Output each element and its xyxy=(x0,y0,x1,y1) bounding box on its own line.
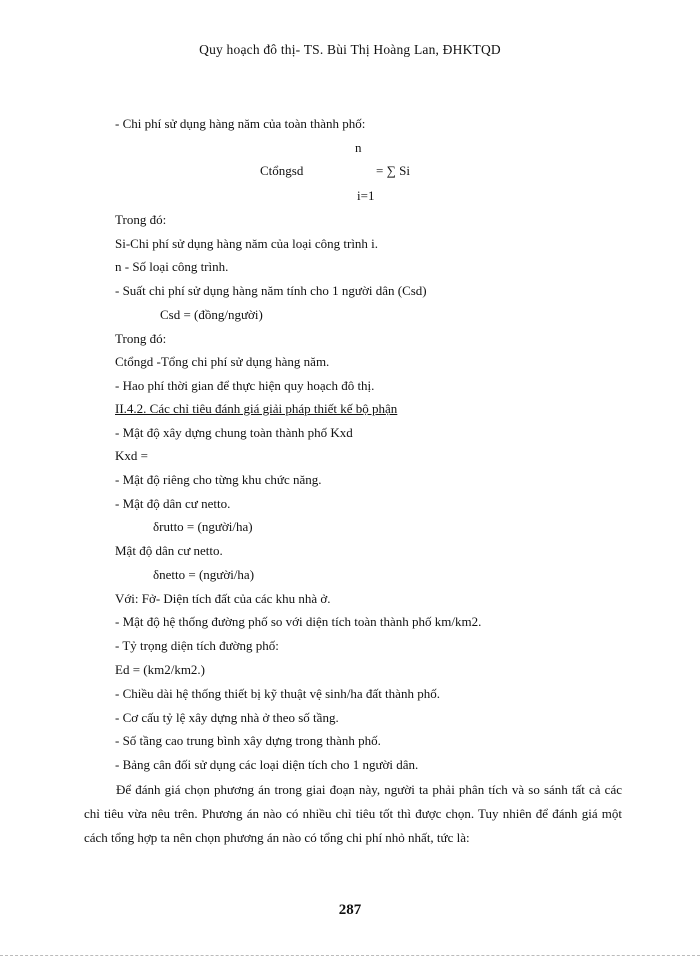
formula-line: Csd = (đồng/người) xyxy=(160,307,263,322)
conclusion-paragraph: Để đánh giá chọn phương án trong giai đoạn này, người ta phải phân tích và so sánh tất cả các chỉ tiêu vừa nêu trên. Phương án nào có nhiều chỉ tiêu tốt thì được chọn. Tuy nhiên để đánh giá một cách tổng hợp ta nên chọn phương án nào có tổng chi phí nhỏ nhất, tức là: xyxy=(84,782,622,845)
formula-left: Ctổngsd xyxy=(260,163,304,178)
text-line: Với: Fở- Diện tích đất của các khu nhà ở. xyxy=(115,591,331,606)
text-line: - Bảng cân đối sử dụng các loại diện tích cho 1 người dân. xyxy=(115,757,419,772)
page-number: 287 xyxy=(338,902,362,918)
text-line: Mật độ dân cư netto. xyxy=(115,543,223,558)
formula-line: δrutto = (người/ha) xyxy=(153,519,253,534)
text-line: n - Số loại công trình. xyxy=(115,259,229,274)
text-line: Trong đó: xyxy=(115,212,167,227)
text-line: - Chiều dài hệ thống thiết bị kỹ thuật vệ sinh/ha đất thành phố. xyxy=(115,686,440,701)
text-line: Kxd = xyxy=(115,448,148,463)
text-line: - Mật độ xây dựng chung toàn thành phố Kxd xyxy=(115,425,353,440)
text-line: Ed = (km2/km2.) xyxy=(115,662,206,677)
page-bottom-border xyxy=(0,955,700,956)
text-line: - Chi phí sử dụng hàng năm của toàn thành phố: xyxy=(115,116,366,131)
formula-upper-limit: n xyxy=(355,140,362,155)
text-line: - Mật độ hệ thống đường phố so với diện tích toàn thành phố km/km2. xyxy=(115,614,482,629)
text-line: - Cơ cấu tỷ lệ xây dựng nhà ở theo số tầng. xyxy=(115,710,339,725)
text-line: Si-Chi phí sử dụng hàng năm của loại công trình i. xyxy=(115,236,379,251)
section-heading: II.4.2. Các chỉ tiêu đánh giá giải pháp thiết kế bộ phận xyxy=(115,401,398,416)
text-line: - Số tầng cao trung bình xây dựng trong thành phố. xyxy=(115,733,381,748)
text-line: - Suất chi phí sử dụng hàng năm tính cho 1 người dân (Csd) xyxy=(115,283,427,298)
text-line: - Hao phí thời gian để thực hiện quy hoạch đô thị. xyxy=(115,378,375,393)
text-line: - Mật độ riêng cho từng khu chức năng. xyxy=(115,472,322,487)
formula-sum: = ∑ Si xyxy=(376,163,410,178)
text-line: - Tỷ trọng diện tích đường phố: xyxy=(115,638,279,653)
formula-line: δnetto = (người/ha) xyxy=(153,567,255,582)
formula-lower-limit: i=1 xyxy=(357,188,375,203)
text-line: - Mật độ dân cư netto. xyxy=(115,496,231,511)
page-header: Quy hoạch đô thị- TS. Bùi Thị Hoàng Lan, ĐHKTQD xyxy=(199,42,501,57)
text-line: Ctổngd -Tổng chi phí sử dụng hàng năm. xyxy=(115,354,330,369)
text-line: Trong đó: xyxy=(115,331,167,346)
